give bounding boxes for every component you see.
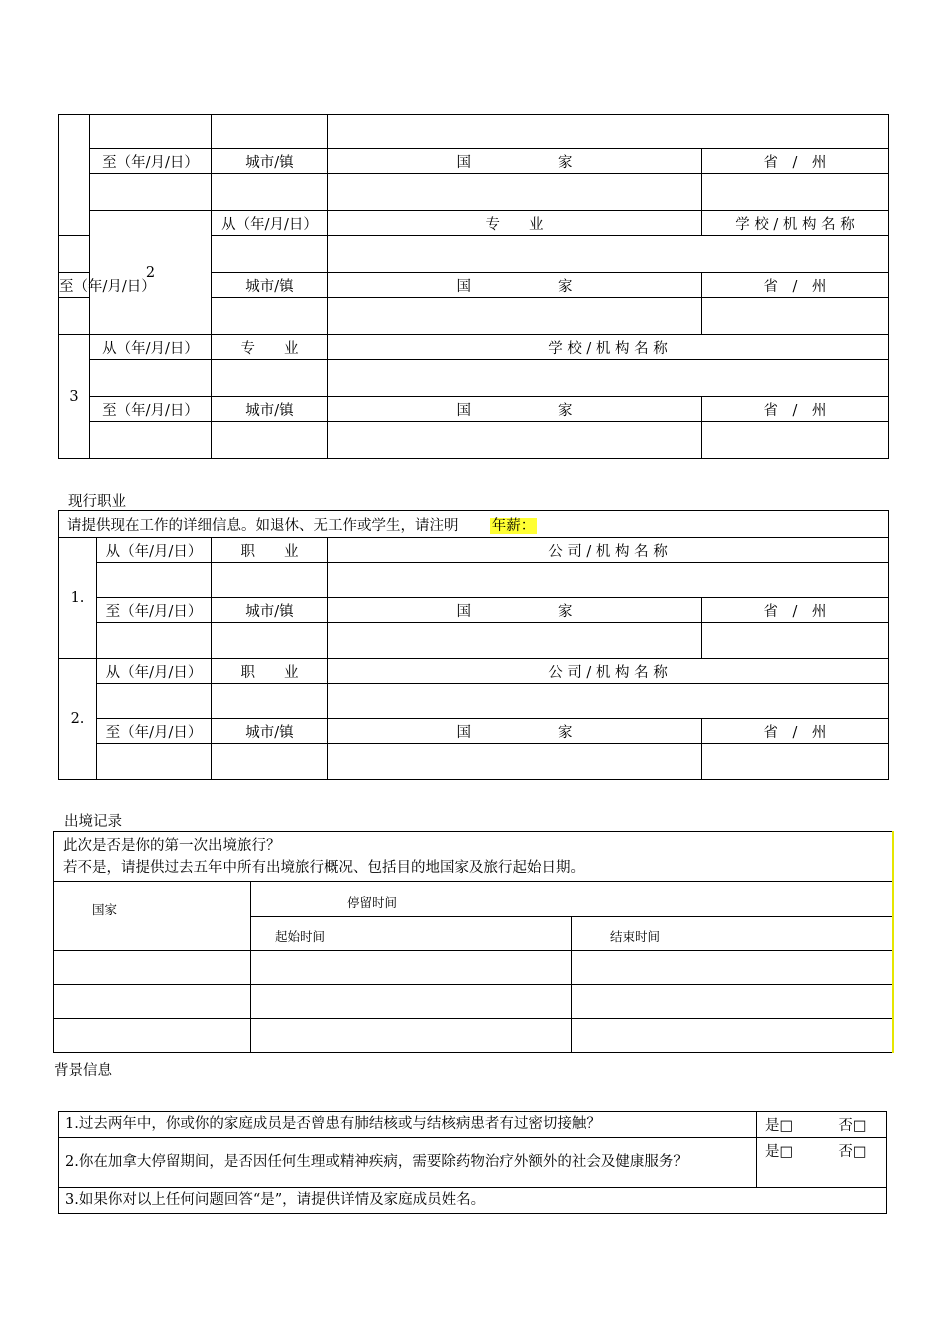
city-label: 城市/镇	[212, 273, 328, 298]
travel-end-field[interactable]	[572, 985, 893, 1019]
from-date-label: 从（年/月/日）	[212, 211, 328, 236]
province-field[interactable]	[702, 744, 889, 780]
city-field[interactable]	[212, 174, 328, 211]
background-question-2: 2.你在加拿大停留期间，是否因任何生理或精神疾病，需要除药物治疗外额外的社会及健康服务？	[59, 1138, 757, 1188]
province-field[interactable]	[702, 422, 889, 459]
to-date-label: 至（年/月/日）	[90, 149, 212, 174]
from-date-field[interactable]	[90, 360, 212, 397]
employment-section-title: 现行职业	[68, 494, 126, 510]
province-field[interactable]	[702, 174, 889, 211]
from-date-field[interactable]	[97, 684, 212, 719]
travel-start-field[interactable]	[251, 1019, 572, 1053]
background-answer-1	[757, 1112, 887, 1138]
major-label: 专 业	[328, 211, 702, 236]
start-date-header: 起始时间	[251, 917, 572, 951]
from-date-label: 从（年/月/日）	[97, 538, 212, 563]
school-name-field[interactable]	[328, 115, 889, 149]
country-field[interactable]	[328, 744, 702, 780]
background-question-1: 1.过去两年中，你或你的家庭成员是否曾患有肺结核或与结核病患者有过密切接触？	[59, 1112, 757, 1138]
province-label: 省 / 州	[702, 598, 889, 623]
travel-country-field[interactable]	[54, 951, 251, 985]
city-label: 城市/镇	[212, 397, 328, 422]
from-date-label: 从（年/月/日）	[90, 335, 212, 360]
company-name-label: 公 司 / 机 构 名 称	[328, 659, 889, 684]
yes-checkbox[interactable]: 是□	[765, 1144, 794, 1160]
school-name-field[interactable]	[328, 236, 889, 273]
employment-table	[58, 510, 889, 780]
country-field[interactable]	[328, 298, 702, 335]
travel-question-cell	[54, 832, 893, 882]
education-row-number	[59, 115, 90, 236]
province-field[interactable]	[702, 623, 889, 659]
travel-history-instruction: 若不是，请提供过去五年中所有出境旅行概况、包括目的地国家及旅行起始日期。	[63, 860, 585, 876]
to-date-field[interactable]	[97, 623, 212, 659]
from-date-field[interactable]	[90, 115, 212, 149]
school-name-label: 学 校 / 机 构 名 称	[328, 335, 889, 360]
company-name-field[interactable]	[328, 684, 889, 719]
country-field[interactable]	[328, 422, 702, 459]
country-field[interactable]	[328, 623, 702, 659]
school-name-label: 学 校 / 机 构 名 称	[702, 211, 889, 236]
city-field[interactable]	[212, 744, 328, 780]
background-answer-2	[757, 1138, 887, 1188]
to-date-field[interactable]	[97, 744, 212, 780]
stay-duration-header: 停留时间	[251, 882, 893, 917]
from-date-label: 从（年/月/日）	[97, 659, 212, 684]
job-label: 职 业	[212, 538, 328, 563]
province-label: 省 / 州	[702, 273, 889, 298]
country-label: 国 家	[328, 273, 702, 298]
to-date-field[interactable]	[90, 422, 212, 459]
travel-section-title: 出境记录	[64, 814, 122, 830]
major-field[interactable]	[212, 115, 328, 149]
travel-start-field[interactable]	[251, 985, 572, 1019]
yes-checkbox[interactable]: 是□	[765, 1118, 794, 1134]
from-date-field[interactable]	[97, 563, 212, 598]
travel-start-field[interactable]	[251, 951, 572, 985]
education-table	[58, 114, 889, 459]
country-label: 国 家	[328, 397, 702, 422]
country-label: 国 家	[328, 719, 702, 744]
province-field[interactable]	[702, 298, 889, 335]
travel-end-field[interactable]	[572, 951, 893, 985]
travel-country-field[interactable]	[54, 985, 251, 1019]
job-field[interactable]	[212, 563, 328, 598]
city-field[interactable]	[212, 422, 328, 459]
to-date-label: 至（年/月/日）	[97, 719, 212, 744]
province-label: 省 / 州	[702, 719, 889, 744]
school-name-field[interactable]	[328, 360, 889, 397]
employment-row-number: 1.	[59, 538, 97, 659]
city-label: 城市/镇	[212, 149, 328, 174]
country-header: 国家	[54, 882, 251, 951]
end-date-header: 结束时间	[572, 917, 893, 951]
from-date-field[interactable]	[59, 236, 90, 273]
salary-label[interactable]: 年薪：	[491, 517, 536, 534]
city-label: 城市/镇	[212, 719, 328, 744]
background-section-title: 背景信息	[54, 1063, 112, 1079]
country-label: 国 家	[328, 149, 702, 174]
major-field[interactable]	[212, 360, 328, 397]
background-question-3: 3.如果你对以上任何问题回答“是”，请提供详情及家庭成员姓名。	[59, 1188, 887, 1214]
to-date-field[interactable]	[90, 174, 212, 211]
travel-end-field[interactable]	[572, 1019, 893, 1053]
company-name-label: 公 司 / 机 构 名 称	[328, 538, 889, 563]
education-row-number: 3	[59, 335, 90, 459]
no-checkbox[interactable]: 否□	[838, 1118, 867, 1134]
employment-row-number: 2.	[59, 659, 97, 780]
no-checkbox[interactable]: 否□	[838, 1144, 867, 1160]
job-label: 职 业	[212, 659, 328, 684]
to-date-label: 至（年/月/日）	[90, 397, 212, 422]
province-label: 省 / 州	[702, 149, 889, 174]
employment-instruction-row	[59, 511, 889, 538]
background-table	[58, 1111, 887, 1214]
city-field[interactable]	[212, 298, 328, 335]
city-field[interactable]	[212, 623, 328, 659]
travel-country-field[interactable]	[54, 1019, 251, 1053]
country-field[interactable]	[328, 174, 702, 211]
education-row-number: 2	[90, 211, 212, 335]
to-date-label: 至（年/月/日）	[97, 598, 212, 623]
major-label: 专 业	[212, 335, 328, 360]
to-date-label: 至（年/月/日）	[59, 273, 90, 298]
country-label: 国 家	[328, 598, 702, 623]
first-trip-question: 此次是否是你的第一次出境旅行？	[63, 838, 281, 854]
company-name-field[interactable]	[328, 563, 889, 598]
major-field[interactable]	[212, 236, 328, 273]
employment-instruction: 请提供现在工作的详细信息。如退休、无工作或学生，请注明	[67, 517, 459, 534]
travel-table	[53, 831, 894, 1053]
to-date-field[interactable]	[59, 298, 90, 335]
job-field[interactable]	[212, 684, 328, 719]
province-label: 省 / 州	[702, 397, 889, 422]
city-label: 城市/镇	[212, 598, 328, 623]
